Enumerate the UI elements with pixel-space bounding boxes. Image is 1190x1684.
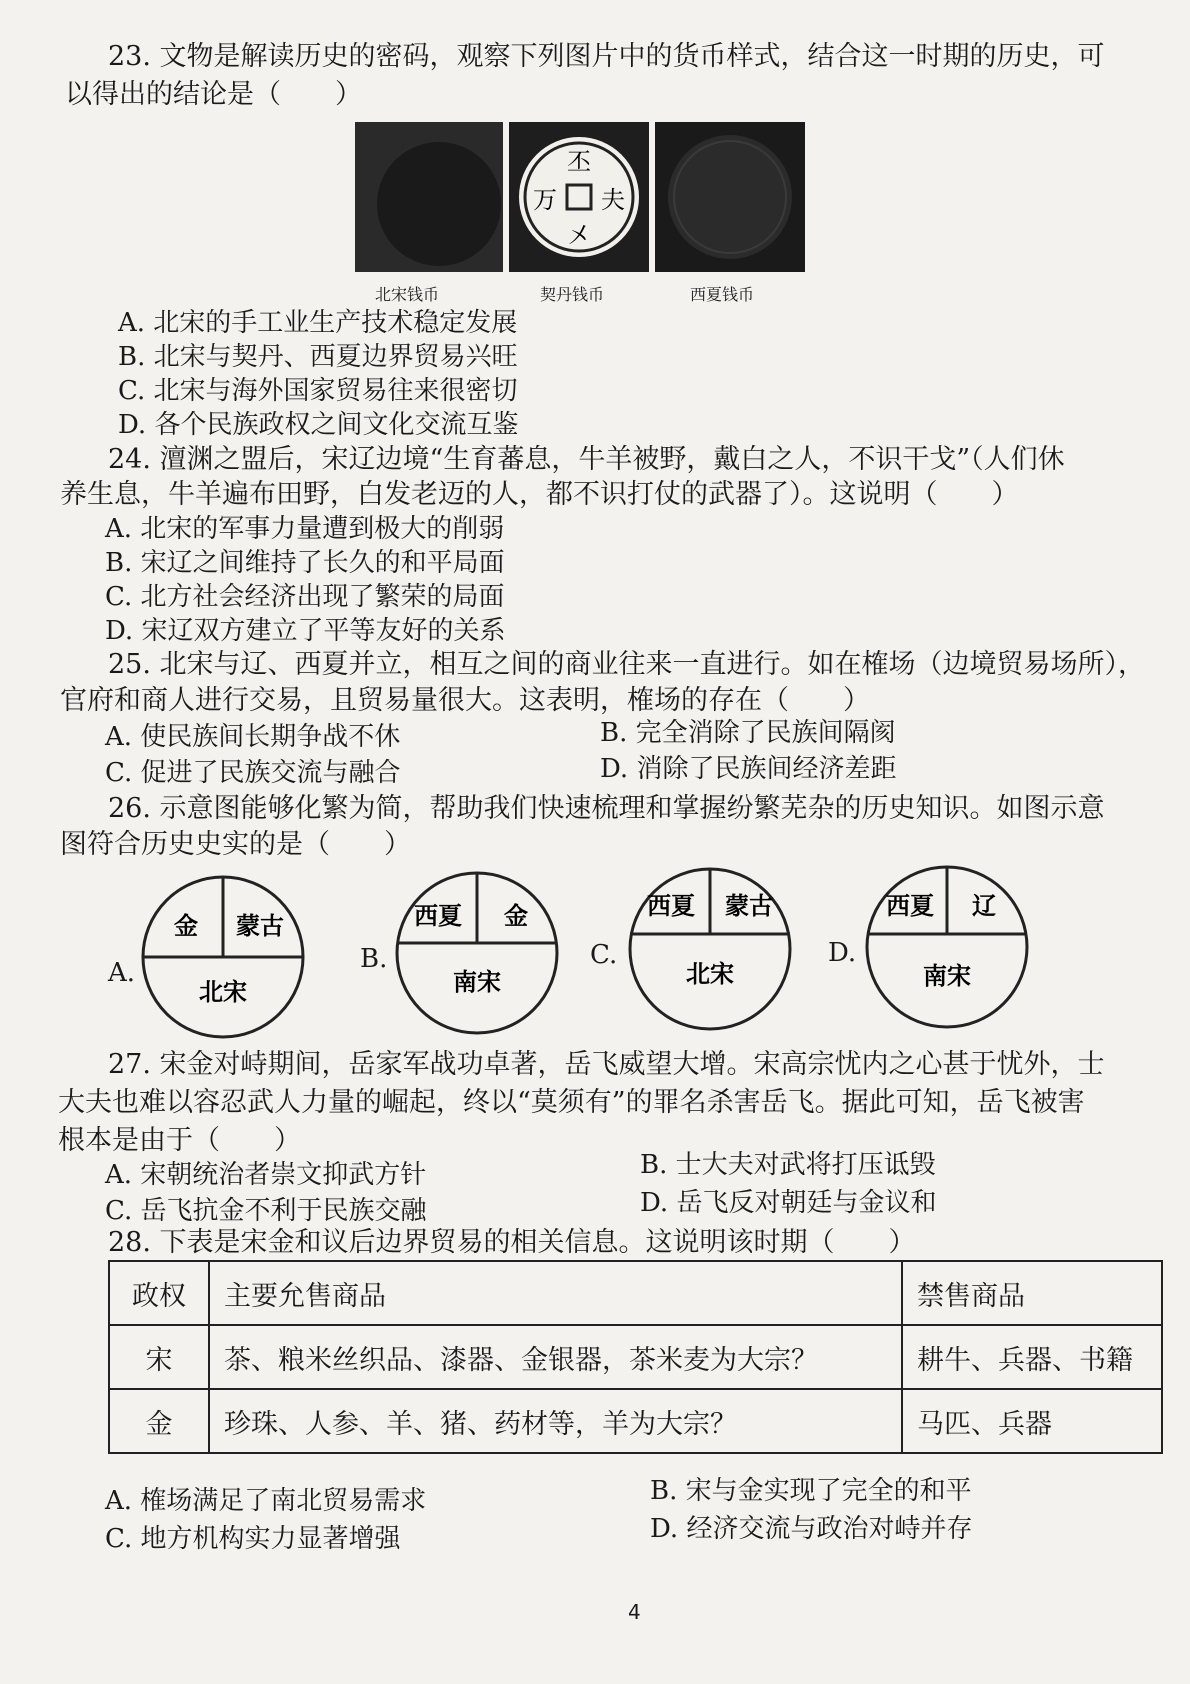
q23-option-d[interactable]: D. 各个民族政权之间文化交流互鉴 <box>118 410 519 440</box>
khitan-coin-char-bottom: 㐅 <box>567 222 591 250</box>
q26-a-top-right: 蒙古 <box>236 911 284 940</box>
q26-b-top-left: 西夏 <box>414 901 462 930</box>
q26-c-top-left: 西夏 <box>647 891 695 920</box>
page-number: 4 <box>628 1600 641 1624</box>
q26-b-bottom: 南宋 <box>453 967 501 996</box>
q26-c-top-right: 蒙古 <box>725 891 773 920</box>
q25-option-a[interactable]: A. 使民族间长期争战不休 <box>105 722 401 752</box>
q28-option-b[interactable]: B. 宋与金实现了完全的和平 <box>650 1476 972 1506</box>
western-xia-coin-icon <box>655 122 805 272</box>
table-header-row <box>109 1261 1162 1325</box>
q25-option-d[interactable]: D. 消除了民族间经济差距 <box>600 754 897 784</box>
caption-khitan: 契丹钱币 <box>540 285 605 304</box>
khitan-coin-image <box>509 122 649 272</box>
q28-option-a[interactable]: A. 榷场满足了南北贸易需求 <box>105 1486 427 1516</box>
q23-stem-line1: 23. 文物是解读历史的密码，观察下列图片中的货币样式，结合这一时期的历史，可 <box>108 41 1105 72</box>
q26-option-c-letter: C. <box>590 940 618 970</box>
q26-option-b-letter: B. <box>360 944 388 974</box>
table-cell: 金 <box>109 1389 209 1453</box>
q24-option-d[interactable]: D. 宋辽双方建立了平等友好的关系 <box>105 616 506 646</box>
q27-option-d[interactable]: D. 岳飞反对朝廷与金议和 <box>640 1188 937 1218</box>
q25-stem-line1: 25. 北宋与辽、西夏并立，相互之间的商业往来一直进行。如在榷场（边境贸易场所）， <box>108 649 1146 680</box>
table-cell: 珍珠、人参、羊、猪、药材等，羊为大宗？ <box>209 1389 902 1453</box>
q24-option-a[interactable]: A. 北宋的军事力量遭到极大的削弱 <box>105 514 505 544</box>
q28-option-d[interactable]: D. 经济交流与政治对峙并存 <box>650 1514 973 1544</box>
table-row <box>109 1325 1162 1389</box>
caption-western-xia: 西夏钱币 <box>690 285 755 304</box>
q26-option-d-letter: D. <box>828 938 857 968</box>
table-header-cell: 主要允售商品 <box>209 1261 902 1325</box>
q26-stem-line1: 26. 示意图能够化繁为简，帮助我们快速梳理和掌握纷繁芜杂的历史知识。如图示意 <box>108 793 1105 824</box>
q28-stem: 28. 下表是宋金和议后边界贸易的相关信息。这说明该时期（ ） <box>108 1227 916 1258</box>
q23-option-c[interactable]: C. 北宋与海外国家贸易往来很密切 <box>118 376 518 406</box>
q24-stem-line1: 24. 澶渊之盟后，宋辽边境“生育蕃息，牛羊被野，戴白之人，不识干戈”（人们休 <box>108 444 1065 475</box>
q27-option-a[interactable]: A. 宋朝统治者崇文抑武方针 <box>105 1160 427 1190</box>
q25-stem-line2: 官府和商人进行交易，且贸易量很大。这表明，榷场的存在（ ） <box>60 685 870 716</box>
q26-option-d-diagram[interactable] <box>862 862 1032 1036</box>
coin-images <box>355 122 835 304</box>
q24-stem-line2: 养生息，牛羊遍布田野，白发老迈的人，都不识打仗的武器了）。这说明（ ） <box>60 479 1019 510</box>
q26-b-top-right: 金 <box>504 901 528 930</box>
table-cell: 耕牛、兵器、书籍 <box>902 1325 1162 1389</box>
khitan-coin-icon <box>509 122 649 272</box>
table-cell: 茶、粮米丝织品、漆器、金银器，茶米麦为大宗？ <box>209 1325 902 1389</box>
northern-song-coin-icon <box>355 122 503 272</box>
khitan-coin-char-top: 丕 <box>567 148 591 176</box>
q26-d-top-left: 西夏 <box>886 891 934 920</box>
q26-c-bottom: 北宋 <box>686 959 734 988</box>
q27-stem-line1: 27. 宋金对峙期间，岳家军战功卓著，岳飞威望大增。宋高宗忧内之心甚于忧外，士 <box>108 1049 1105 1080</box>
q26-d-top-right: 辽 <box>972 891 996 920</box>
table-cell: 马匹、兵器 <box>902 1389 1162 1453</box>
q23-option-b[interactable]: B. 北宋与契丹、西夏边界贸易兴旺 <box>118 342 518 372</box>
q27-stem-line2: 大夫也难以容忍武人力量的崛起，终以“莫须有”的罪名杀害岳飞。据此可知，岳飞被害 <box>58 1087 1085 1118</box>
q26-option-c-diagram[interactable] <box>625 864 795 1038</box>
q26-option-a-diagram[interactable] <box>138 872 308 1046</box>
q25-option-b[interactable]: B. 完全消除了民族间隔阂 <box>600 718 896 748</box>
table-header-cell: 政权 <box>109 1261 209 1325</box>
q26-a-bottom: 北宋 <box>199 977 247 1006</box>
trade-table <box>108 1260 1163 1454</box>
q24-option-c[interactable]: C. 北方社会经济出现了繁荣的局面 <box>105 582 505 612</box>
q26-d-bottom: 南宋 <box>923 961 971 990</box>
q24-option-b[interactable]: B. 宋辽之间维持了长久的和平局面 <box>105 548 505 578</box>
q23-stem-line2: 以得出的结论是（ ） <box>65 79 362 110</box>
northern-song-coin-image <box>355 122 503 272</box>
q26-option-b-diagram[interactable] <box>392 868 562 1042</box>
western-xia-coin-image <box>655 122 805 272</box>
caption-northern-song: 北宋钱币 <box>375 285 440 304</box>
khitan-coin-char-left: 万 <box>533 186 557 214</box>
table-cell: 宋 <box>109 1325 209 1389</box>
q26-a-top-left: 金 <box>174 911 198 940</box>
q27-stem-line3: 根本是由于（ ） <box>58 1125 301 1156</box>
q26-option-a-letter: A. <box>108 958 136 988</box>
q27-option-b[interactable]: B. 士大夫对武将打压诋毁 <box>640 1150 936 1180</box>
q28-option-c[interactable]: C. 地方机构实力显著增强 <box>105 1524 401 1554</box>
q23-option-a[interactable]: A. 北宋的手工业生产技术稳定发展 <box>118 308 518 338</box>
khitan-coin-char-right: 夫 <box>601 186 625 214</box>
q26-stem-line2: 图符合历史史实的是（ ） <box>60 829 411 860</box>
table-header-cell: 禁售商品 <box>902 1261 1162 1325</box>
q27-option-c[interactable]: C. 岳飞抗金不利于民族交融 <box>105 1196 427 1226</box>
q25-option-c[interactable]: C. 促进了民族交流与融合 <box>105 758 401 788</box>
table-row <box>109 1389 1162 1453</box>
